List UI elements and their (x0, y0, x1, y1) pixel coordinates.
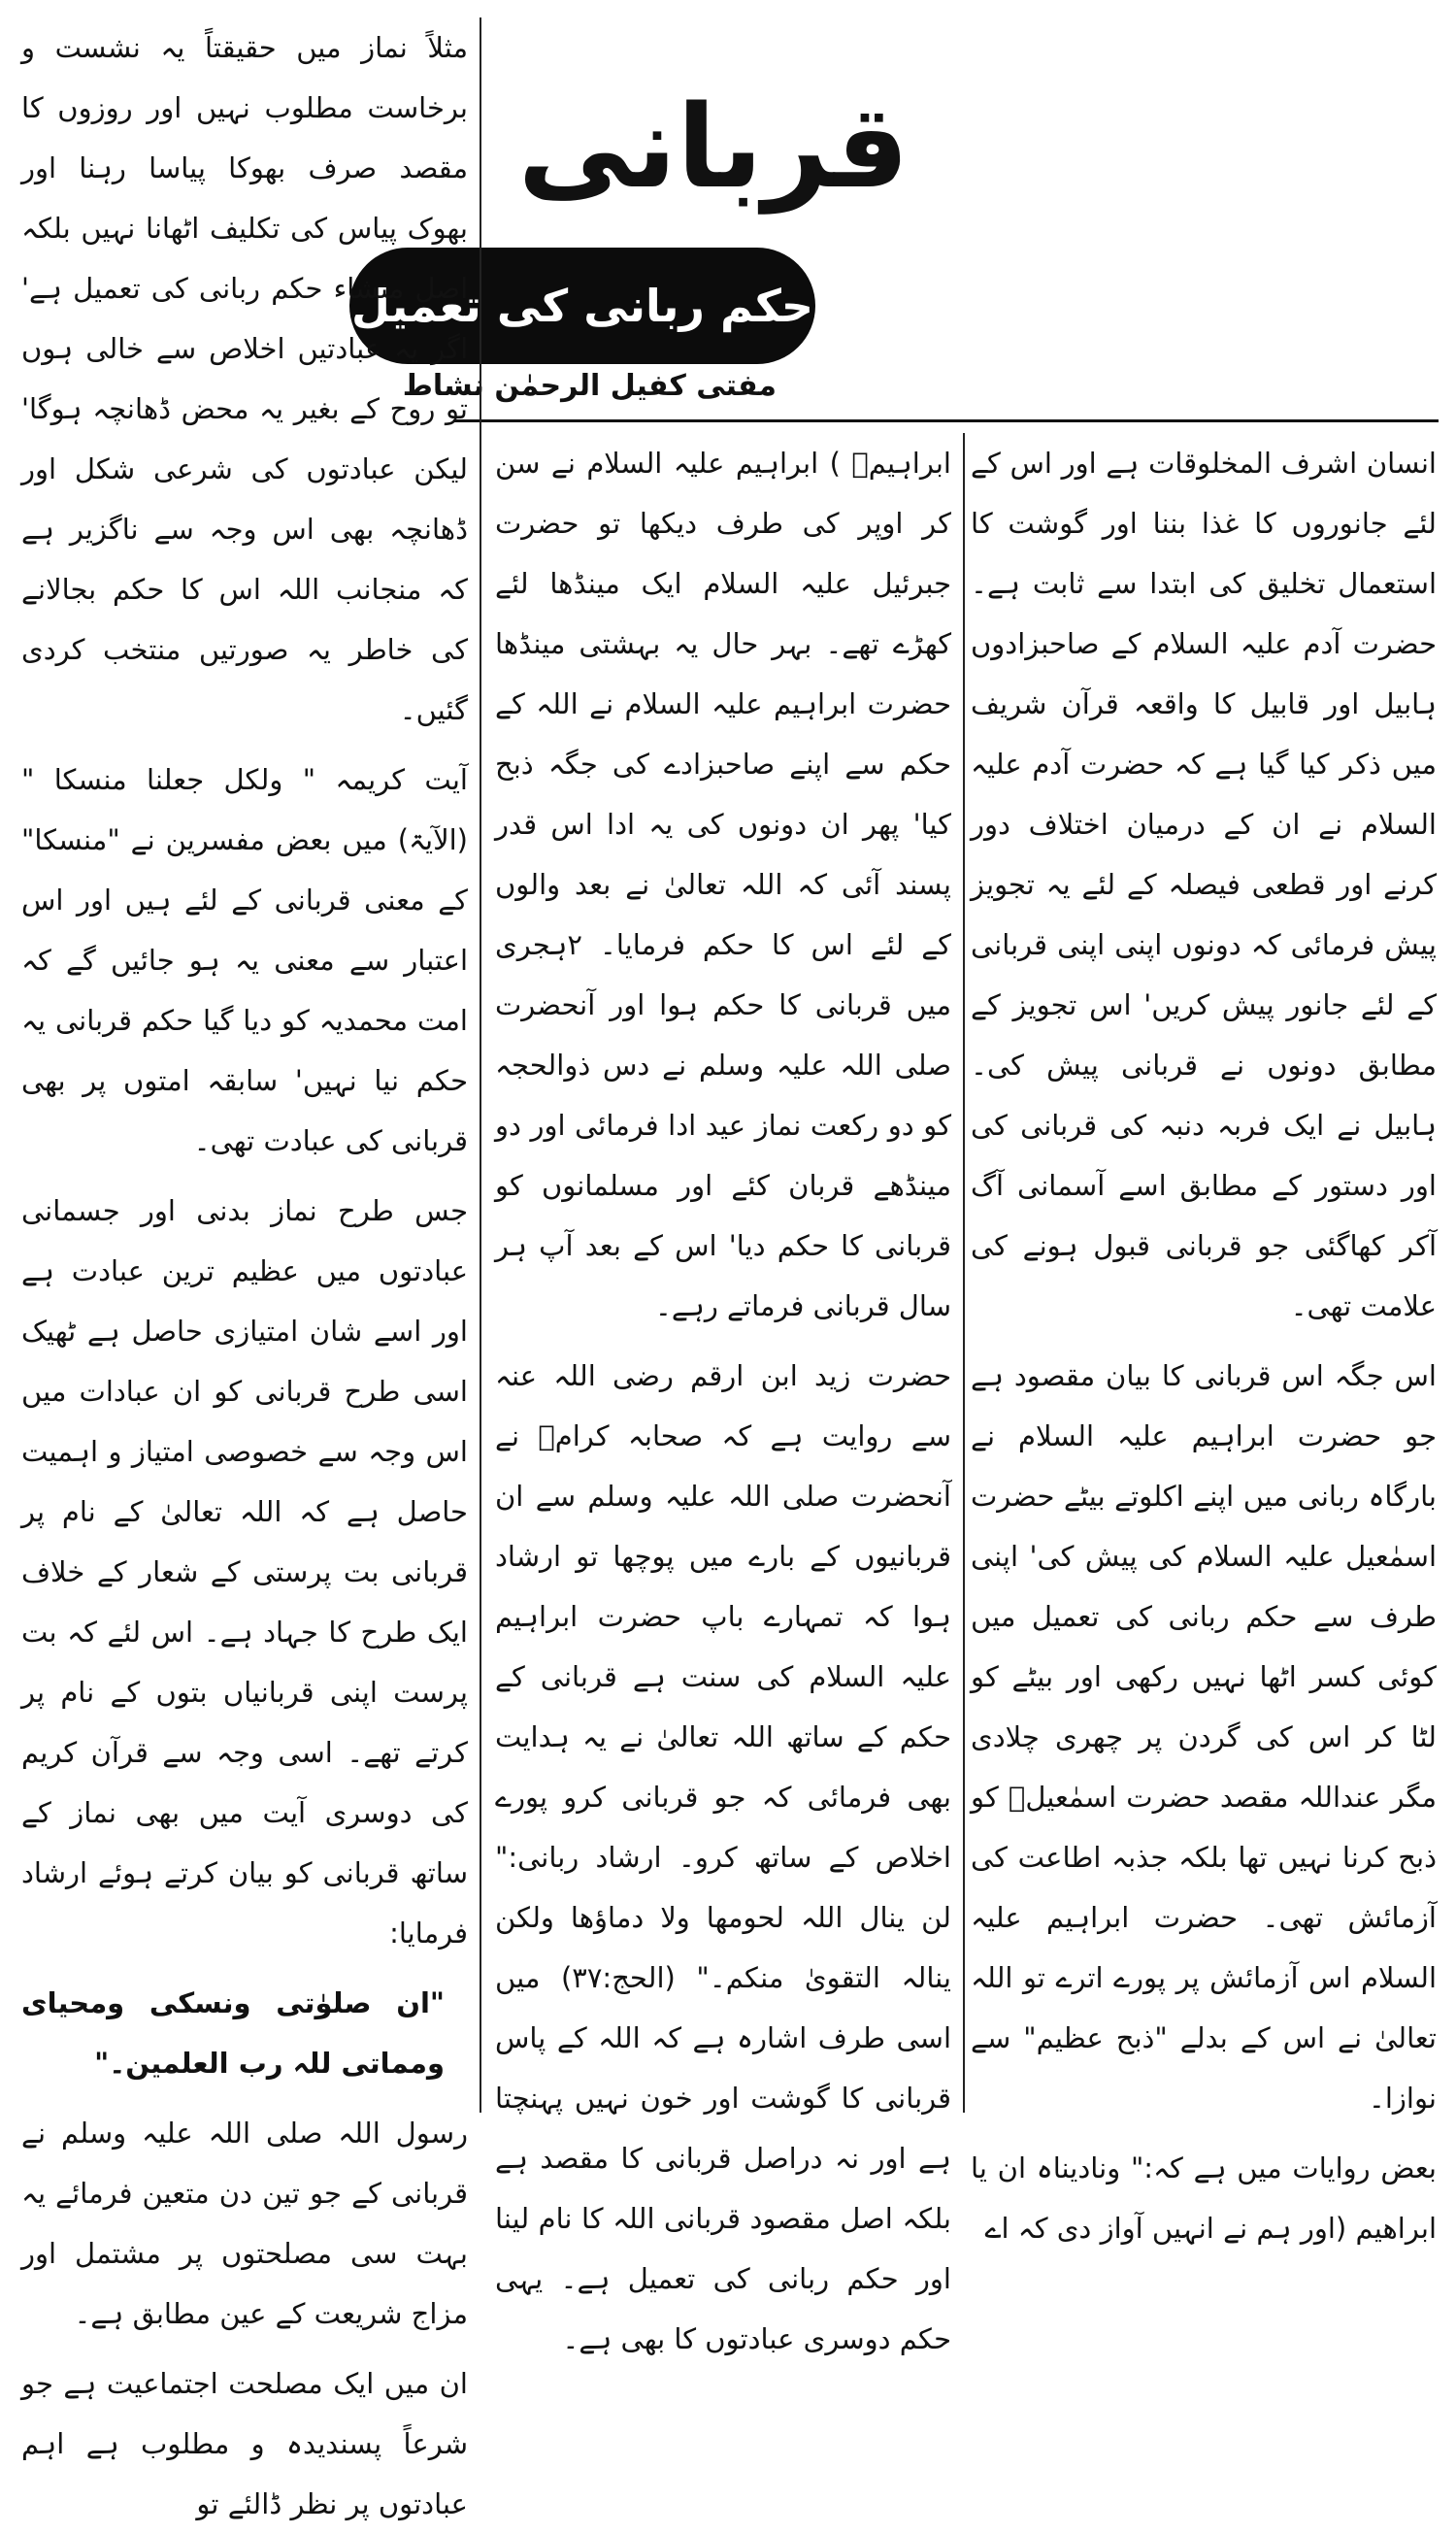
column-divider-right (963, 433, 965, 2113)
column-right (971, 433, 1437, 2245)
paragraph: مثلاً نماز میں حقیقتاً یہ نشست و برخاست مطلوب نہیں اور روزوں کا مقصد صرف بھوکا پیاسا رہنا اور بھوک پیاس کی تکلیف اٹھانا نہیں بلکہ اصل منشاء حکم ربانی کی تعمیل ہے' اگر یہ عبادتیں اخلاص سے خالی ہوں تو روح کے بغیر یہ محض ڈھانچہ ہوگا' لیکن عبادتوں کی شرعی شکل اور ڈھانچہ بھی اس وجہ سے ناگزیر ہے کہ منجانب اللہ اس کا حکم بجالانے کی خاطر یہ صورتیں منتخب کردی گئیں۔ (21, 31, 468, 726)
headline-block (505, 80, 922, 214)
column-left (21, 17, 468, 2520)
column-divider-left (480, 17, 481, 2113)
headline-divider (453, 419, 1439, 422)
paragraph: ان میں ایک مصلحت اجتماعیت ہے جو شرعاً پسندیدہ و مطلوب ہے اہم عبادتوں پر نظر ڈالئے تو (21, 2367, 468, 2520)
quran-quote: "ان صلوٰتی ونسکی ومحیای ومماتی للہ رب العلمین۔" (21, 1986, 445, 2080)
main-title: قربانی (517, 80, 910, 214)
paragraph: آیت کریمہ " ولکل جعلنا منسکا " (الآیۃ) میں بعض مفسرین نے "منسکا" کے معنی قربانی کے لئے ہیں اور اس اعتبار سے معنی یہ ہو جائیں گے کہ امت محمدیہ کو دیا گیا حکم قربانی یہ حکم نیا نہیں' سابقہ امتوں پر بھی قربانی کی عبادت تھی۔ (21, 763, 468, 1157)
paragraph: رسول اللہ صلی اللہ علیہ وسلم نے قربانی کے جو تین دن متعین فرمائے یہ بہت سی مصلحتوں پر مشتمل اور مزاج شریعت کے عین مطابق ہے۔ (21, 2117, 468, 2330)
column-middle (495, 433, 951, 2355)
subtitle-banner: حکم ربانی کی تعمیل (349, 248, 815, 364)
paragraph: جس طرح نماز بدنی اور جسمانی عبادتوں میں عظیم ترین عبادت ہے اور اسے شان امتیازی حاصل ہے ٹھیک اسی طرح قربانی کو ان عبادات میں اس وجہ سے خصوصی امتیاز و اہمیت حاصل ہے کہ اللہ تعالیٰ کے نام پر قربانی بت پرستی کے شعار کے خلاف ایک طرح کا جہاد ہے۔ اس لئے کہ بت پرست اپنی قربانیاں بتوں کے نام پر کرتے تھے۔ اسی وجہ سے قرآن کریم کی دوسری آیت میں بھی نماز کے ساتھ قربانی کو بیان کرتے ہوئے ارشاد فرمایا: (21, 1194, 468, 1950)
paragraph: بعض روایات میں ہے کہ:" ونادیناہ ان یا ابراھیم (اور ہم نے انہیں آواز دی کہ اے (971, 2151, 1437, 2245)
author-byline: مفتی کفیل الرحمٰن نشاط (402, 369, 777, 403)
paragraph: اس جگہ اس قربانی کا بیان مقصود ہے جو حضرت ابراہیم علیہ السلام نے بارگاہ ربانی میں اپنے اکلوتے بیٹے حضرت اسمٰعیل علیہ السلام کی پیش کی' اپنی طرف سے حکم ربانی کی تعمیل میں کوئی کسر اٹھا نہیں رکھی اور بیٹے کو لٹا کر اس کی گردن پر چھری چلادی مگر عنداللہ مقصد حضرت اسمٰعیلؑ کو ذبح کرنا نہیں تھا بلکہ جذبہ اطاعت کی آزمائش تھی۔ حضرت ابراہیم علیہ السلام اس آزمائش پر پورے اترے تو اللہ تعالیٰ نے اس کے بدلے "ذبح عظیم" سے نوازا۔ (971, 1359, 1437, 2115)
paragraph: ابراہیمؑ ) ابراہیم علیہ السلام نے سن کر اوپر کی طرف دیکھا تو حضرت جبرئیل علیہ السلام ایک مینڈھا لئے کھڑے تھے۔ بہر حال یہ بہشتی مینڈھا حضرت ابراہیم علیہ السلام نے اللہ کے حکم سے اپنے صاحبزادے کی جگہ ذبح کیا' پھر ان دونوں کی یہ ادا اس قدر پسند آئی کہ اللہ تعالیٰ نے بعد والوں کے لئے اس کا حکم فرمایا۔ ۲ہجری میں قربانی کا حکم ہوا اور آنحضرت صلی اللہ علیہ وسلم نے دس ذوالحجہ کو دو رکعت نماز عید ادا فرمائی اور دو مینڈھے قربان کئے اور مسلمانوں کو قربانی کا حکم دیا' اس کے بعد آپ ہر سال قربانی فرماتے رہے۔ (495, 447, 951, 1322)
paragraph: انسان اشرف المخلوقات ہے اور اس کے لئے جانوروں کا غذا بننا اور گوشت کا استعمال تخلیق کی ابتدا سے ثابت ہے۔ حضرت آدم علیہ السلام کے صاحبزادوں ہابیل اور قابیل کا واقعہ قرآن شریف میں ذکر کیا گیا ہے کہ حضرت آدم علیہ السلام نے ان کے درمیان اختلاف دور کرنے اور قطعی فیصلہ کے لئے یہ تجویز پیش فرمائی کہ دونوں اپنی اپنی قربانی کے لئے جانور پیش کریں' اس تجویز کے مطابق دونوں نے قربانی پیش کی۔ ہابیل نے ایک فربہ دنبہ کی قربانی کی اور دستور کے مطابق اسے آسمانی آگ آکر کھاگئی جو قربانی قبول ہونے کی علامت تھی۔ (971, 447, 1437, 1322)
paragraph: حضرت زید ابن ارقم رضی اللہ عنہ سے روایت ہے کہ صحابہ کرامؓ نے آنحضرت صلی اللہ علیہ وسلم سے ان قربانیوں کے بارے میں پوچھا تو ارشاد ہوا کہ تمہارے باپ حضرت ابراہیم علیہ السلام کی سنت ہے قربانی کے حکم کے ساتھ اللہ تعالیٰ نے یہ ہدایت بھی فرمائی کہ جو قربانی کرو پورے اخلاص کے ساتھ کرو۔ ارشاد ربانی:" لن ینال اللہ لحومھا ولا دماؤھا ولکن ینالہ التقویٰ منکم۔" (الحج:۳۷) میں اسی طرف اشارہ ہے کہ اللہ کے پاس قربانی کا گوشت اور خون نہیں پہنچتا ہے اور نہ دراصل قربانی کا مقصد ہے بلکہ اصل مقصود قربانی اللہ کا نام لینا اور حکم ربانی کی تعمیل ہے۔ یہی حکم دوسری عبادتوں کا بھی ہے۔ (495, 1359, 951, 2355)
